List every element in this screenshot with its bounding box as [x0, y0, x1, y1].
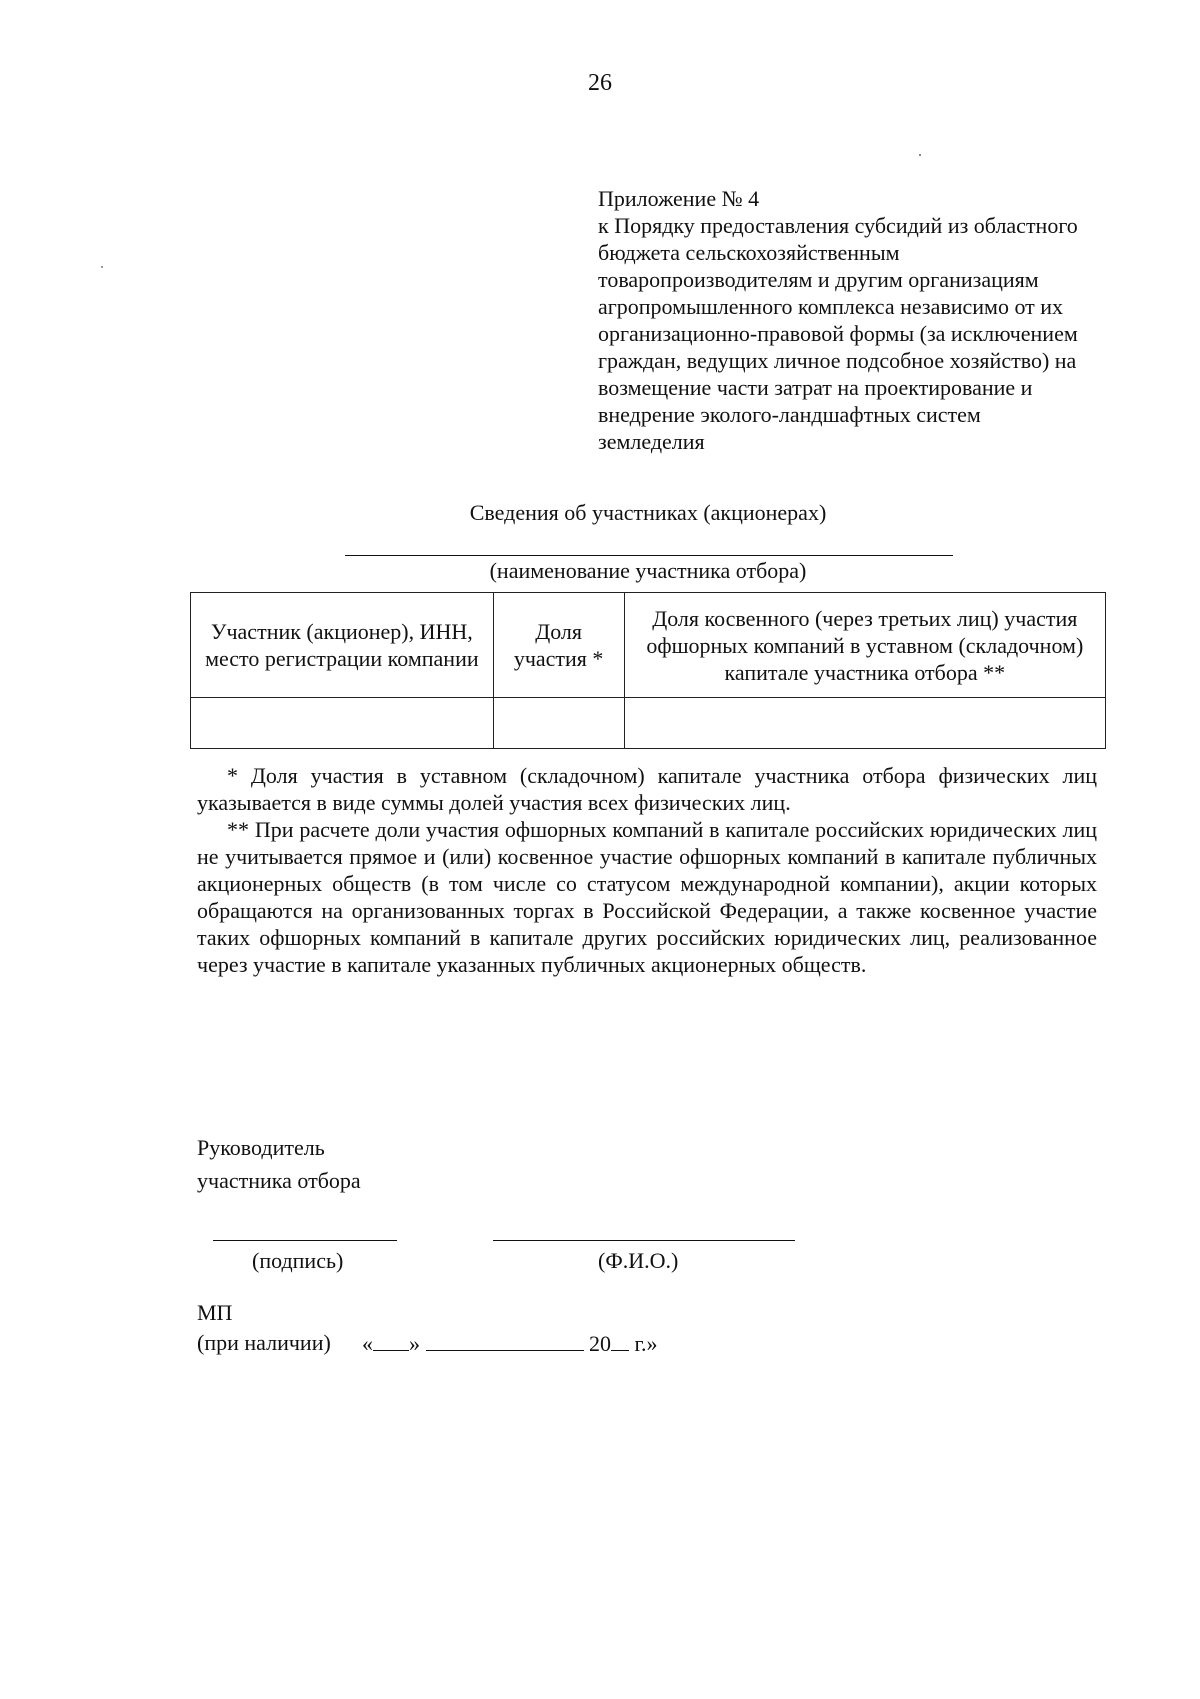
- footnotes: [197, 762, 1097, 978]
- appendix-line: внедрение эколого-ландшафтных систем: [598, 402, 981, 427]
- quote-open: «: [362, 1331, 373, 1356]
- appendix-line: к Порядку предоставления субсидий из областного: [598, 213, 1078, 238]
- full-name-caption: (Ф.И.О.): [598, 1248, 679, 1273]
- date-field: [362, 1330, 658, 1357]
- appendix-line: земледелия: [598, 429, 705, 454]
- header-offshore-share: Доля косвенного (через третьих лиц) участия офшорных компаний в уставном (складочном) капитале участника отбора **: [624, 593, 1105, 698]
- cell-participant[interactable]: [191, 698, 494, 749]
- day-blank[interactable]: [373, 1330, 409, 1351]
- table-row: [191, 698, 1106, 749]
- appendix-line: агропромышленного комплекса независимо от их: [598, 294, 1064, 319]
- appendix-line: граждан, ведущих личное подсобное хозяйство) на: [598, 348, 1077, 373]
- header-participant: Участник (акционер), ИНН, место регистрации компании: [191, 593, 494, 698]
- appendix-line: возмещение части затрат на проектирование и: [598, 375, 1033, 400]
- scan-speck: [101, 266, 103, 268]
- appendix-header: [598, 185, 1158, 455]
- year-blank[interactable]: [611, 1330, 629, 1351]
- shareholders-table: [190, 592, 1106, 749]
- signature-line[interactable]: [213, 1240, 397, 1241]
- quote-close: »: [409, 1331, 420, 1356]
- appendix-line: бюджета сельскохозяйственным: [598, 240, 900, 265]
- header-share: Доля участия *: [493, 593, 624, 698]
- full-name-line[interactable]: [493, 1240, 795, 1241]
- participant-name-line[interactable]: [345, 555, 953, 556]
- head-label: [197, 1131, 361, 1197]
- appendix-line: товаропроизводителям и другим организациям: [598, 267, 1039, 292]
- stamp-note: (при наличии): [197, 1330, 331, 1355]
- page-number: 26: [588, 70, 612, 96]
- document-title: Сведения об участниках (акционерах): [469, 500, 827, 525]
- cell-offshore-share[interactable]: [624, 698, 1105, 749]
- footnote-single-asterisk: * Доля участия в уставном (складочном) капитале участника отбора физических лиц указывается в виде суммы долей участия всех физических лиц.: [197, 763, 1097, 815]
- appendix-title: Приложение № 4: [598, 186, 760, 211]
- appendix-line: организационно-правовой формы (за исключением: [598, 321, 1078, 346]
- cell-share[interactable]: [493, 698, 624, 749]
- head-label-line: участника отбора: [197, 1168, 361, 1193]
- stamp-label: МП: [197, 1300, 233, 1325]
- month-blank[interactable]: [426, 1330, 584, 1351]
- participant-name-caption: (наименование участника отбора): [489, 558, 807, 583]
- footnote-double-asterisk: ** При расчете доли участия офшорных компаний в капитале российских юридических лиц не учитывается прямое и (или) косвенное участие офшорных компаний в капитале публичных акционерных обществ (в том числе со статусом международной компании), акции которых обращаются на организованных торгах в Российской Федерации, а также косвенное участие таких офшорных компаний в капитале других российских юридических лиц, реализованное через участие в капитале указанных публичных акционерных обществ.: [197, 817, 1097, 977]
- head-label-line: Руководитель: [197, 1135, 325, 1160]
- signature-caption: (подпись): [252, 1248, 344, 1273]
- year-suffix: г.»: [634, 1331, 658, 1356]
- table-header-row: [191, 593, 1106, 698]
- scan-speck: [919, 154, 921, 156]
- year-prefix: 20: [589, 1331, 611, 1356]
